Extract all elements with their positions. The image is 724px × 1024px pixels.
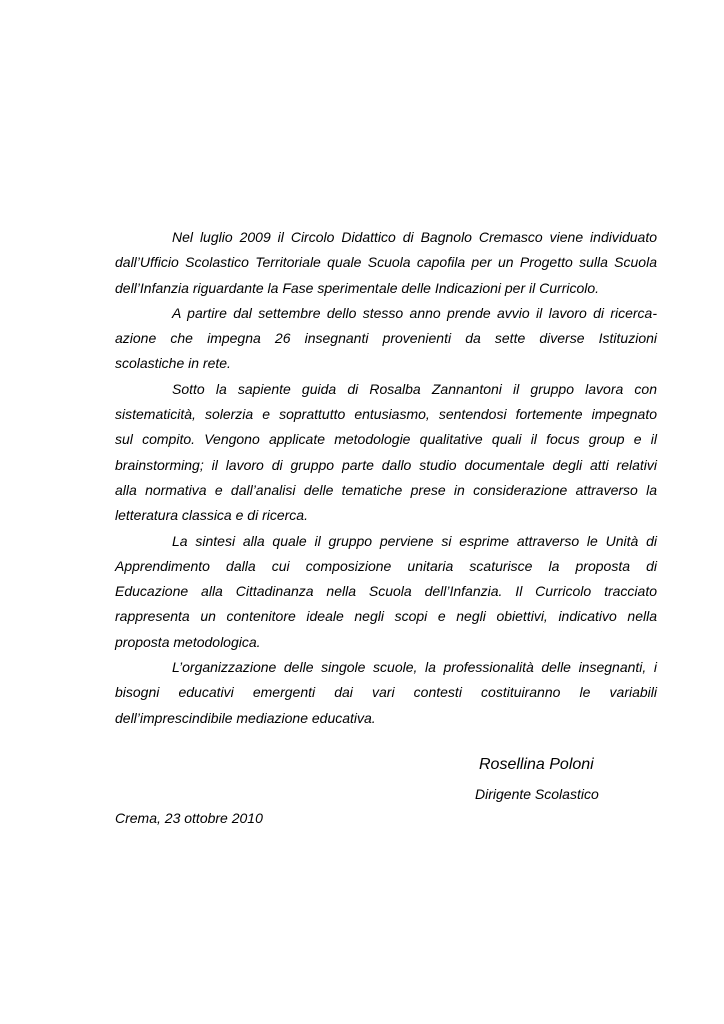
text-line: Nel luglio 2009 il Circolo Didattico di Bagnolo Cremasco viene individuato — [172, 229, 657, 245]
text-line: L’organizzazione delle singole scuole, la professionalità delle insegnanti, i — [172, 659, 657, 676]
text-line: brainstorming; il lavoro di gruppo parte dallo studio documentale degli atti relativi — [115, 456, 657, 473]
text-line: sul compito. Vengono applicate metodologie qualitative quali il focus group e il — [115, 431, 657, 448]
text-line: bisogni educativi emergenti dai vari contesti costituiranno le variabili — [115, 684, 657, 701]
paragraph-4 — [115, 529, 657, 655]
signature-role: Dirigente Scolastico — [475, 786, 599, 802]
text-line: dell’imprescindibile mediazione educativa. — [115, 709, 376, 726]
document-body — [115, 225, 657, 731]
paragraph-2 — [115, 301, 657, 377]
text-line: azione che impegna 26 insegnanti provenienti da sette diverse Istituzioni — [115, 330, 657, 347]
text-line: A partire dal settembre dello stesso anno prende avvio il lavoro di ricerca- — [172, 304, 657, 321]
text-line: letteratura classica e di ricerca. — [115, 507, 308, 524]
paragraph-3 — [115, 377, 657, 529]
text-line: Educazione alla Cittadinanza nella Scuola dell’Infanzia. Il Curricolo tracciato — [115, 583, 657, 600]
text-line: alla normativa e dall’analisi delle tematiche prese in considerazione attraverso la — [115, 481, 657, 498]
signature-name: Rosellina Poloni — [479, 756, 594, 773]
paragraph-5 — [115, 655, 657, 731]
paragraph-1 — [115, 225, 657, 301]
text-line: dall’Ufficio Scolastico Territoriale quale Scuola capofila per un Progetto sulla Scuola — [115, 254, 657, 271]
text-line: sistematicità, solerzia e soprattutto entusiasmo, sentendosi fortemente impegnato — [115, 406, 657, 423]
text-line: scolastiche in rete. — [115, 355, 231, 372]
text-line: Apprendimento dalla cui composizione unitaria scaturisce la proposta di — [115, 557, 657, 574]
place-date: Crema, 23 ottobre 2010 — [115, 810, 263, 826]
text-line: dell’Infanzia riguardante la Fase sperimentale delle Indicazioni per il Curricolo. — [115, 279, 600, 296]
text-line: Sotto la sapiente guida di Rosalba Zannantoni il gruppo lavora con — [172, 380, 657, 397]
text-line: La sintesi alla quale il gruppo perviene si esprime attraverso le Unità di — [172, 532, 657, 549]
text-line: rappresenta un contenitore ideale negli scopi e negli obiettivi, indicativo nella — [115, 608, 657, 625]
text-line: proposta metodologica. — [115, 633, 261, 650]
